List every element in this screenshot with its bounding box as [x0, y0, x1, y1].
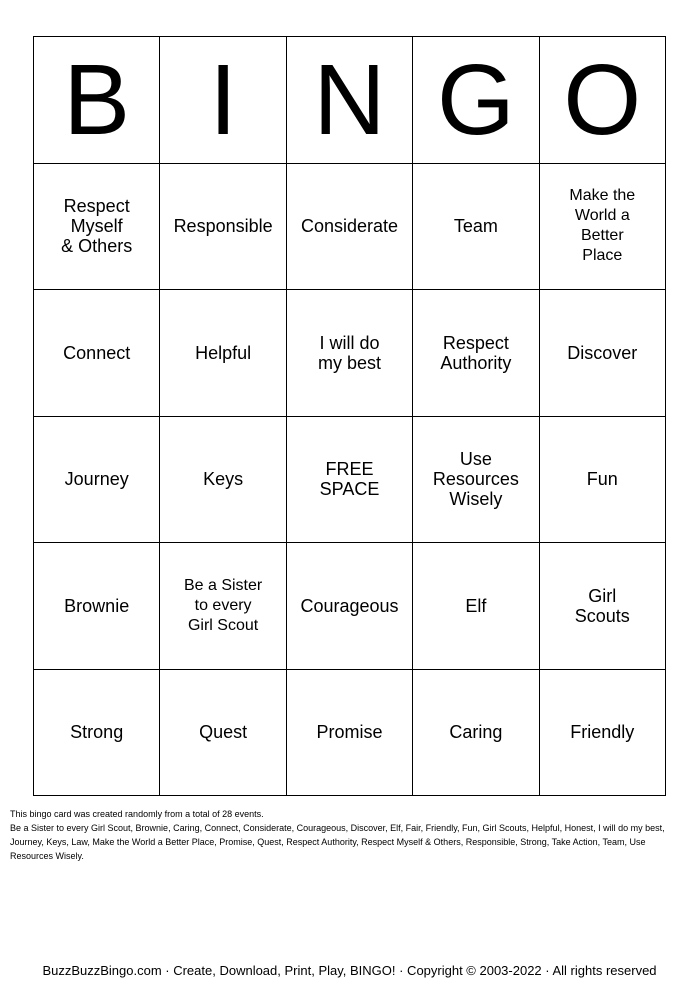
bingo-cell	[287, 543, 413, 670]
bingo-cell	[160, 670, 286, 797]
header-letter-o: O	[540, 37, 666, 164]
cell-text: Respect Authority	[440, 332, 512, 373]
bingo-cell	[540, 417, 666, 544]
bingo-cell	[34, 164, 160, 291]
cell-text: Respect Myself & Others	[61, 196, 133, 257]
bingo-cell	[160, 164, 286, 291]
footer-credit: BuzzBuzzBingo.com · Create, Download, Print, Play, BINGO! · Copyright © 2003-2022 · All rights reserved	[42, 963, 657, 978]
bingo-cell	[34, 543, 160, 670]
bingo-card	[33, 36, 666, 796]
bingo-cell	[413, 290, 539, 417]
cell-text: Quest	[199, 722, 248, 743]
bingo-cell	[540, 670, 666, 797]
cell-text: Discover	[567, 342, 638, 363]
bingo-cell	[34, 417, 160, 544]
bingo-cell	[160, 417, 286, 544]
cell-text: Team	[453, 216, 498, 237]
bingo-cell	[160, 290, 286, 417]
cell-text: FREE SPACE	[319, 459, 380, 500]
bingo-cell	[160, 543, 286, 670]
cell-text: Journey	[64, 469, 129, 490]
cell-text: Be a Sister to every Girl Scout	[183, 576, 263, 634]
bingo-cell	[540, 543, 666, 670]
cell-text: Courageous	[300, 595, 399, 616]
bingo-cell	[287, 164, 413, 291]
cell-text: Considerate	[300, 216, 399, 237]
card-info	[10, 807, 690, 863]
bingo-cell	[540, 164, 666, 291]
cell-text: Promise	[316, 722, 383, 743]
cell-text: Strong	[70, 722, 124, 743]
cell-text: Fun	[586, 469, 618, 490]
cell-text: Make the World a Better Place	[569, 187, 636, 265]
cell-text: Keys	[203, 469, 244, 490]
cell-text: Elf	[465, 595, 487, 616]
bingo-cell	[413, 670, 539, 797]
bingo-cell	[287, 290, 413, 417]
bingo-cell	[413, 417, 539, 544]
bingo-cell	[34, 670, 160, 797]
cell-text: I will do my best	[317, 332, 381, 373]
card-info-intro: This bingo card was created randomly from a total of 28 events.	[10, 809, 264, 819]
bingo-cell	[413, 164, 539, 291]
cell-text: Responsible	[173, 216, 273, 237]
card-info-events: Be a Sister to every Girl Scout, Brownie, Caring, Connect, Considerate, Courageous, Discover, Elf, Fair, Friendly, Fun, Girl Scouts, Helpful, Honest, I will do my best, Journey, Keys, Law, Make the World a Better Place, Promise, Quest, Respect Authority, Respect Myself & Others, Responsible, Strong, Take Action, Team, Use Resources Wisely.	[10, 823, 665, 861]
header-letter-i: I	[160, 37, 286, 164]
cell-text: Caring	[449, 722, 503, 743]
cell-text: Connect	[63, 342, 131, 363]
cell-text: Girl Scouts	[574, 585, 630, 626]
header-letter-n: N	[287, 37, 413, 164]
bingo-cell	[287, 670, 413, 797]
cell-text: Friendly	[570, 722, 635, 743]
bingo-cell	[34, 290, 160, 417]
free-space-cell	[287, 417, 413, 544]
bingo-cell	[413, 543, 539, 670]
cell-text: Brownie	[64, 595, 130, 616]
cell-text: Use Resources Wisely	[432, 449, 519, 510]
cell-text: Helpful	[195, 342, 252, 363]
header-letter-b: B	[34, 37, 160, 164]
bingo-cell	[540, 290, 666, 417]
header-letter-g: G	[413, 37, 539, 164]
